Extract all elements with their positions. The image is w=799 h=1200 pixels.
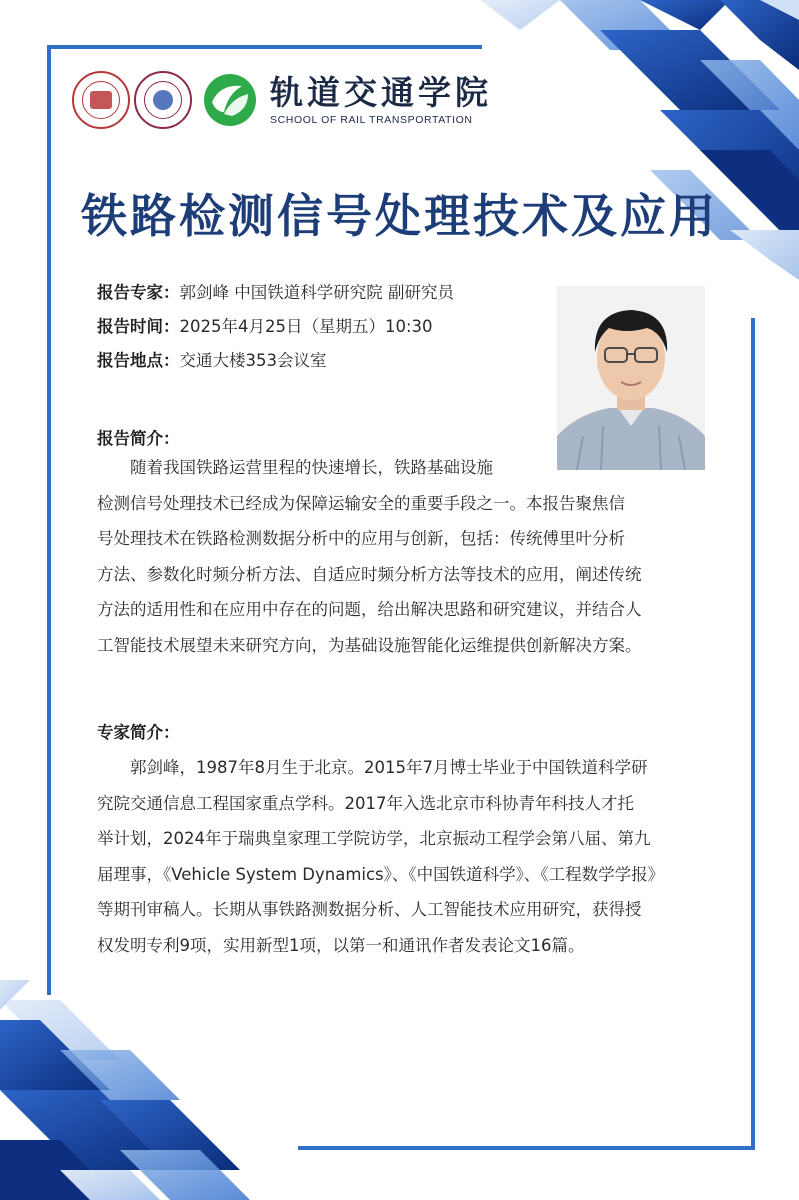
expert-intro-line: 究院交通信息工程国家重点学科。2017年入选北京市科协青年科技人才托 [97, 793, 634, 813]
place-value: 交通大楼353会议室 [179, 351, 327, 370]
report-intro-line: 方法、参数化时频分析方法、自适应时频分析方法等技术的应用，阐述传统 [97, 564, 642, 584]
expert-intro-heading: 专家简介： [97, 723, 180, 742]
school-name-block [270, 74, 492, 126]
expert-value: 郭剑峰 中国铁道科学研究院 副研究员 [179, 283, 454, 302]
info-place-row [97, 344, 454, 378]
expert-portrait-photo [557, 286, 705, 470]
expert-intro-body [97, 750, 709, 963]
bottom-left-deco [0, 980, 250, 1200]
header-logos [72, 70, 492, 130]
expert-intro-line: 届理事，《Vehicle System Dynamics》、《中国铁道科学》、《工程数学学报》 [97, 864, 665, 884]
time-label: 报告时间： [97, 317, 180, 336]
green-ring-logo [202, 72, 258, 128]
school-name-cn: 轨道交通学院 [270, 73, 492, 112]
report-intro-body [97, 450, 709, 663]
frame-top-line [47, 45, 482, 49]
report-intro-line: 方法的适用性和在应用中存在的问题，给出解决思路和研究建议，并结合人 [97, 600, 642, 619]
expert-intro-line: 举计划，2024年于瑞典皇家理工学院访学，北京振动工程学会第八届、第九 [97, 829, 651, 848]
report-intro-line: 随着我国铁路运营里程的快速增长，铁路基础设施 [97, 458, 493, 477]
report-intro-line: 工智能技术展望未来研究方向，为基础设施智能化运维提供创新解决方案。 [97, 635, 642, 655]
report-intro-line: 检测信号处理技术已经成为保障运输安全的重要手段之一。本报告聚焦信 [97, 493, 625, 513]
report-intro-line: 号处理技术在铁路检测数据分析中的应用与创新，包括：传统傅里叶分析 [97, 529, 625, 548]
school-name-en: SCHOOL OF RAIL TRANSPORTATION [270, 114, 473, 126]
info-time-row [97, 310, 454, 344]
expert-intro-line: 郭剑峰，1987年8月生于北京。2015年7月博士毕业于中国铁道科学研 [97, 758, 648, 777]
school-seal-logo [134, 71, 192, 129]
expert-label: 报告专家： [97, 283, 180, 302]
page-title: 铁路检测信号处理技术及应用 [81, 189, 718, 243]
expert-intro-line: 等期刊审稿人。长期从事铁路测数据分析、人工智能技术应用研究，获得授 [97, 900, 642, 919]
report-info [97, 276, 454, 378]
expert-intro-line: 权发明专利9项，实用新型1项，以第一和通讯作者发表论文16篇。 [97, 935, 585, 955]
frame-bottom-line [298, 1146, 755, 1150]
frame-right-line [751, 318, 755, 1146]
info-expert-row [97, 276, 454, 310]
time-value: 2025年4月25日（星期五）10:30 [179, 317, 433, 336]
place-label: 报告地点： [97, 351, 180, 370]
university-seal-logo [72, 71, 130, 129]
report-intro-heading: 报告简介： [97, 429, 180, 448]
